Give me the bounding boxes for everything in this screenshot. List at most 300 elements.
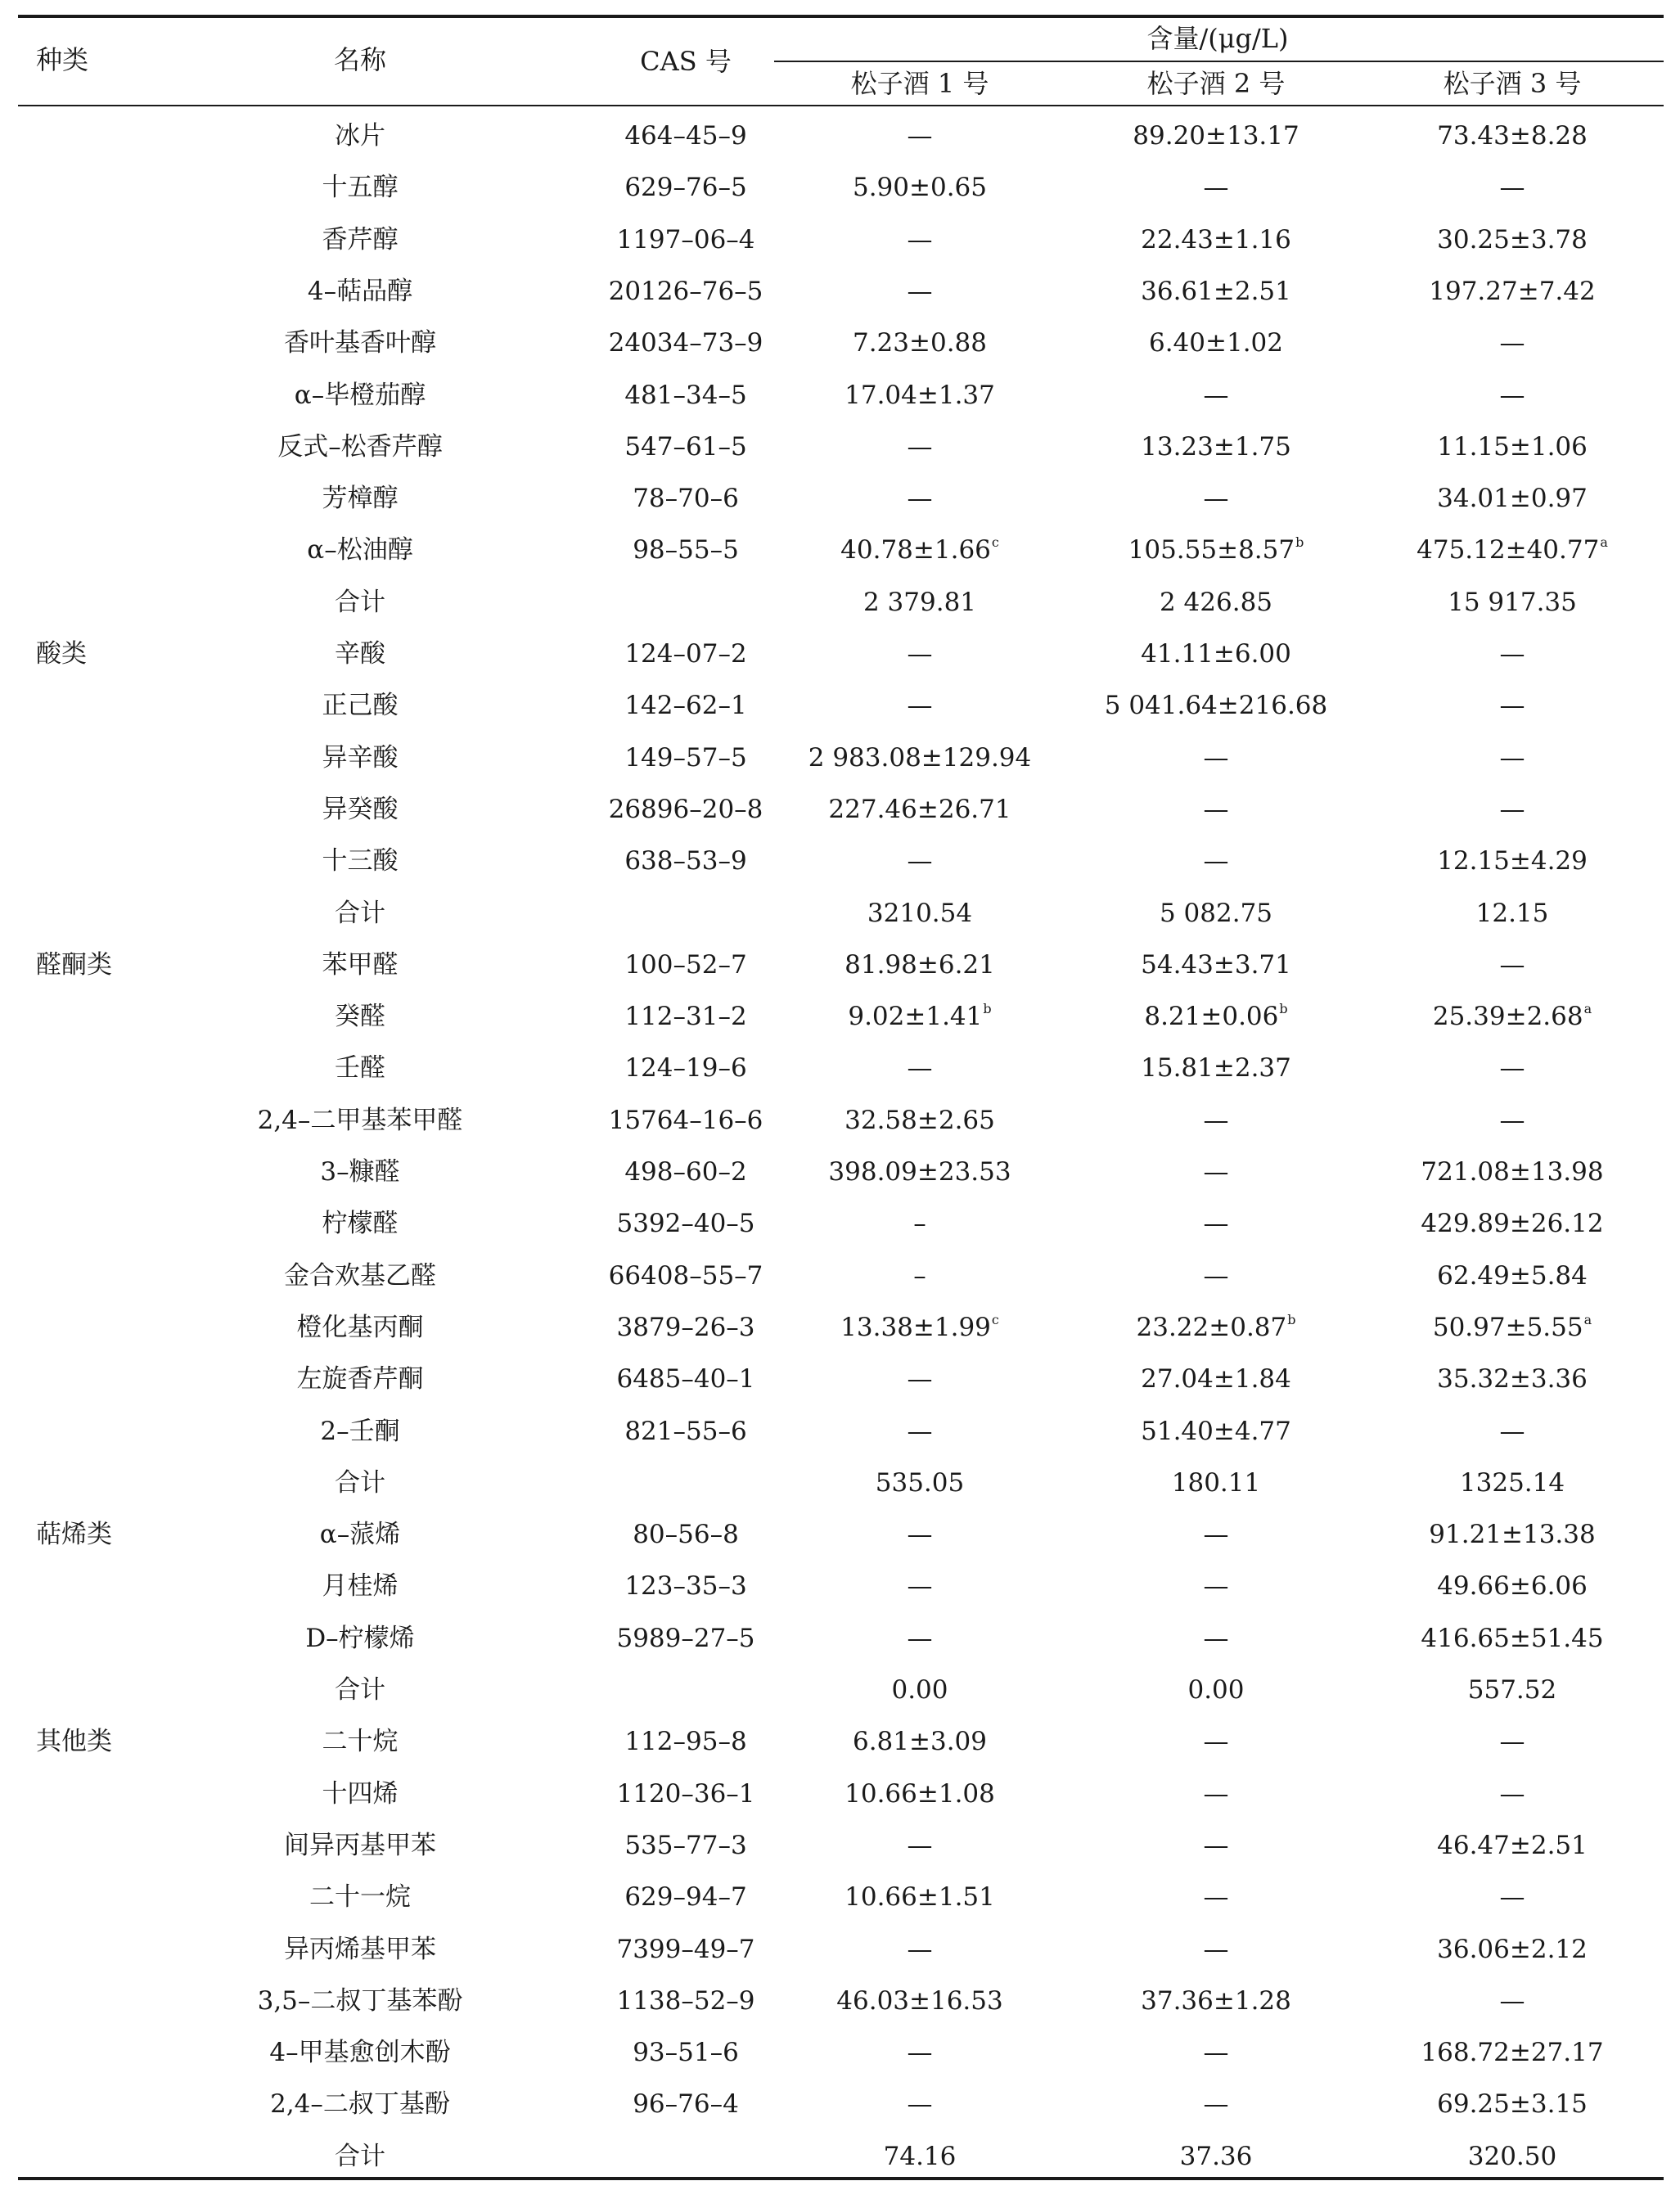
cell-name-text: α–松油醇 — [307, 535, 413, 565]
cell-name — [269, 2036, 450, 2069]
cell-cas — [633, 2088, 739, 2120]
cell-v3-text: 46.47±2.51 — [1437, 1831, 1588, 1860]
cell-name-text: 二十烷 — [322, 1727, 399, 1756]
header-sample-2: 松子酒 2 号 — [1146, 68, 1286, 99]
cell-cas — [624, 1052, 746, 1084]
cell-v1-text: — — [907, 1364, 933, 1394]
cell-v2 — [1141, 1052, 1291, 1084]
cell-name-text: 合计 — [335, 588, 385, 617]
cell-name — [297, 1363, 424, 1395]
cell-name — [295, 379, 426, 412]
cell-v3-text: 12.15 — [1475, 899, 1549, 928]
cell-name-text: 芳樟醇 — [322, 484, 399, 513]
cell-v3 — [1437, 845, 1588, 877]
cell-v1 — [908, 119, 933, 152]
cell-v3-text: 557.52 — [1467, 1675, 1557, 1705]
cell-name — [335, 1467, 385, 1499]
cell-v2 — [1204, 1207, 1229, 1240]
cell-name — [284, 1933, 436, 1966]
cell-v3 — [1429, 1518, 1595, 1551]
cell-v2-text: 41.11±6.00 — [1141, 639, 1291, 669]
cell-v3-text: 416.65±51.45 — [1421, 1624, 1604, 1653]
cell-v3 — [1460, 1467, 1565, 1499]
cell-v2 — [1133, 119, 1299, 152]
cell-cas — [609, 275, 763, 308]
cell-v3-text: — — [1499, 795, 1525, 824]
cell-v3-text: — — [1499, 1986, 1525, 2016]
cell-name — [277, 430, 443, 463]
cell-v2 — [1204, 1259, 1229, 1292]
cell-v3-text: 69.25±3.15 — [1437, 2089, 1588, 2119]
cell-v1 — [908, 275, 933, 308]
cell-name — [322, 741, 399, 774]
cell-v3-text: 12.15±4.29 — [1437, 846, 1588, 876]
cell-v1-text: — — [907, 846, 933, 876]
cell-name-text: 合计 — [335, 899, 385, 928]
cell-name-text: 合计 — [335, 2142, 385, 2171]
cell-cas-text: 638–53–9 — [624, 846, 747, 876]
cell-name-text: 2–壬酮 — [320, 1417, 400, 1446]
cell-v3-text: 320.50 — [1467, 2142, 1557, 2171]
cell-v3 — [1433, 1000, 1592, 1033]
cell-v3 — [1500, 379, 1525, 412]
cell-v3-text: 721.08±13.98 — [1421, 1157, 1604, 1187]
cell-v2 — [1105, 689, 1328, 722]
table-top-rule — [18, 15, 1664, 18]
cell-category — [36, 638, 87, 670]
cell-name-text: 辛酸 — [335, 639, 385, 669]
cell-v1-text: 13.38±1.99 — [840, 1313, 991, 1342]
header-sample-3: 松子酒 3 号 — [1443, 68, 1582, 99]
cell-v2-text: 0.00 — [1187, 1675, 1245, 1705]
cell-v2-text: — — [1203, 381, 1229, 410]
cell-v2-text: 5 041.64±216.68 — [1104, 691, 1328, 720]
cell-v3 — [1437, 430, 1588, 463]
cell-name — [284, 327, 436, 359]
cell-v2 — [1180, 2140, 1253, 2173]
cell-v3 — [1468, 1674, 1556, 1706]
cell-name-text: 间异丙基甲苯 — [284, 1831, 436, 1860]
cell-cas — [616, 1363, 754, 1395]
cell-v2 — [1204, 1622, 1229, 1655]
cell-v3 — [1437, 2088, 1588, 2120]
cell-category-text: 酸类 — [36, 639, 87, 669]
cell-v3-text: 35.32±3.36 — [1437, 1364, 1588, 1394]
cell-v1 — [845, 379, 995, 412]
cell-cas-text: 24034–73–9 — [608, 328, 763, 358]
cell-v1 — [908, 1363, 933, 1395]
cell-v1 — [908, 1415, 933, 1448]
cell-v2 — [1204, 741, 1229, 774]
cell-cas — [624, 171, 746, 204]
cell-v3 — [1421, 1156, 1603, 1188]
cell-v2 — [1204, 1725, 1229, 1758]
cell-v2-text: 23.22±0.87 — [1136, 1313, 1287, 1342]
cell-v2-text: — — [1203, 1882, 1229, 1912]
cell-cas — [616, 1778, 754, 1810]
cell-name-text: 合计 — [335, 1675, 385, 1705]
cell-v1-text: 2 983.08±129.94 — [808, 743, 1032, 773]
cell-v3 — [1421, 2036, 1603, 2069]
cell-name-text: 反式–松香芹醇 — [277, 432, 443, 462]
cell-v3-text: — — [1499, 1727, 1525, 1756]
cell-name-text: 月桂烯 — [322, 1571, 399, 1601]
cell-category — [36, 949, 112, 981]
cell-name — [320, 1518, 400, 1551]
significance-letter: a — [1583, 1312, 1592, 1327]
cell-v3-text: 197.27±7.42 — [1429, 277, 1596, 306]
cell-cas — [624, 1000, 746, 1033]
cell-v2-text: — — [1203, 1831, 1229, 1860]
cell-v3 — [1433, 1311, 1592, 1344]
cell-v1-text: — — [907, 691, 933, 720]
cell-v2-text: 105.55±8.57 — [1128, 535, 1295, 565]
cell-v1-text: — — [907, 1624, 933, 1653]
cell-v3-text: — — [1499, 328, 1525, 358]
cell-v2 — [1172, 1467, 1260, 1499]
cell-cas — [633, 482, 739, 515]
cell-v3 — [1500, 171, 1525, 204]
cell-name — [335, 586, 385, 619]
cell-cas-text: 5989–27–5 — [616, 1624, 755, 1653]
cell-v1 — [908, 2088, 933, 2120]
cell-cas-text: 6485–40–1 — [616, 1364, 755, 1394]
cell-v2 — [1141, 223, 1291, 256]
cell-cas — [609, 1259, 763, 1292]
cell-v3 — [1500, 1725, 1525, 1758]
cell-v2-text: 13.23±1.75 — [1141, 432, 1291, 462]
cell-v3 — [1437, 1363, 1588, 1395]
cell-v1-text: 32.58±2.65 — [845, 1106, 995, 1135]
cell-v2-text: 22.43±1.16 — [1141, 225, 1291, 255]
cell-cas-text: 98–55–5 — [633, 535, 739, 565]
cell-v1-text: — — [907, 1831, 933, 1860]
cell-cas — [616, 1207, 754, 1240]
cell-v1 — [845, 1104, 995, 1137]
cell-v1-text: 81.98±6.21 — [845, 950, 995, 980]
cell-v1 — [908, 1052, 933, 1084]
cell-name — [322, 1778, 399, 1810]
cell-name — [305, 1622, 414, 1655]
cell-v2 — [1128, 534, 1304, 566]
cell-cas-text: 100–52–7 — [624, 950, 747, 980]
cell-v3 — [1421, 1207, 1603, 1240]
cell-v1-text: — — [907, 432, 933, 462]
cell-cas — [624, 1725, 746, 1758]
cell-name-text: 二十一烷 — [309, 1882, 411, 1912]
cell-v3-text: 34.01±0.97 — [1437, 484, 1588, 513]
cell-v2 — [1204, 1933, 1229, 1966]
cell-v3-text: 429.89±26.12 — [1421, 1209, 1604, 1238]
cell-name — [335, 1674, 385, 1706]
cell-name — [284, 1829, 436, 1862]
cell-v1-text: 535.05 — [875, 1468, 965, 1498]
cell-v1 — [845, 1778, 995, 1810]
cell-name-text: 香叶基香叶醇 — [284, 328, 436, 358]
cell-name — [335, 1052, 385, 1084]
cell-cas — [624, 379, 746, 412]
cell-name-text: 正己酸 — [322, 691, 399, 720]
cell-cas — [624, 689, 746, 722]
significance-letter: b — [1287, 1312, 1296, 1327]
cell-cas — [609, 327, 763, 359]
cell-v3-text: — — [1499, 691, 1525, 720]
cell-v2 — [1160, 586, 1272, 619]
cell-v1 — [840, 534, 999, 566]
cell-v1-text: 5.90±0.65 — [852, 173, 988, 202]
cell-cas-text: 124–07–2 — [624, 639, 747, 669]
cell-v2-text: — — [1203, 484, 1229, 513]
cell-v2-text: — — [1203, 1520, 1229, 1549]
cell-v1 — [845, 949, 995, 981]
cell-v3-text: 36.06±2.12 — [1437, 1935, 1588, 1964]
cell-name — [322, 482, 399, 515]
cell-v3 — [1437, 482, 1588, 515]
cell-name — [307, 534, 412, 566]
cell-name — [309, 1881, 411, 1913]
cell-name — [335, 1000, 385, 1033]
cell-v2-text: 6.40±1.02 — [1148, 328, 1284, 358]
cell-v3-text: 49.66±6.06 — [1437, 1571, 1588, 1601]
cell-v2 — [1204, 1881, 1229, 1913]
cell-v1 — [908, 482, 933, 515]
cell-v1 — [908, 223, 933, 256]
cell-cas-text: 821–55–6 — [624, 1417, 747, 1446]
cell-v1 — [836, 1985, 1002, 2017]
cell-v2 — [1204, 845, 1229, 877]
cell-cas — [624, 1570, 746, 1602]
cell-v3 — [1500, 1778, 1525, 1810]
cell-cas-text: 629–94–7 — [624, 1882, 747, 1912]
cell-v2 — [1141, 1363, 1291, 1395]
cell-cas — [616, 1622, 754, 1655]
cell-name-text: 十四烯 — [322, 1779, 399, 1809]
cell-v1-text: 9.02±1.41 — [848, 1002, 983, 1031]
cell-cas-text: 80–56–8 — [633, 1520, 739, 1549]
cell-v3 — [1476, 897, 1549, 930]
cell-name — [335, 897, 385, 930]
cell-cas-text: 3879–26–3 — [616, 1313, 755, 1342]
cell-v1 — [908, 2036, 933, 2069]
cell-v3 — [1500, 1104, 1525, 1137]
cell-v2 — [1204, 2088, 1229, 2120]
cell-v1-text: — — [907, 484, 933, 513]
cell-cas — [633, 2036, 739, 2069]
cell-name-text: 4–甲基愈创木酚 — [269, 2038, 451, 2067]
cell-v1 — [908, 1829, 933, 1862]
cell-cas-text: 629–76–5 — [624, 173, 747, 202]
cell-category-text: 萜烯类 — [36, 1520, 112, 1549]
cell-cas-text: 1138–52–9 — [616, 1986, 755, 2016]
cell-name — [322, 1725, 399, 1758]
cell-v1 — [848, 1000, 991, 1033]
cell-name — [335, 2140, 385, 2173]
cell-name-text: D–柠檬烯 — [305, 1624, 415, 1653]
header-content: 含量/(μg/L) — [1146, 23, 1289, 54]
cell-cas-text: 20126–76–5 — [608, 277, 763, 306]
cell-name — [322, 793, 399, 826]
cell-v2-text: — — [1203, 1571, 1229, 1601]
cell-v1 — [913, 1259, 926, 1292]
cell-v3-text: 25.39±2.68 — [1432, 1002, 1583, 1031]
cell-name-text: α–蒎烯 — [319, 1520, 401, 1549]
cell-cas — [624, 638, 746, 670]
cell-v2-text: — — [1203, 2089, 1229, 2119]
cell-cas-text: 15764–16–6 — [608, 1106, 763, 1135]
cell-v1 — [845, 1881, 995, 1913]
significance-letter: a — [1600, 534, 1608, 550]
cell-name-text: 2,4–二叔丁基酚 — [270, 2089, 450, 2119]
cell-v3 — [1448, 586, 1577, 619]
cell-cas-text: 535–77–3 — [624, 1831, 747, 1860]
cell-v1-text: — — [907, 2089, 933, 2119]
cell-v2 — [1204, 2036, 1229, 2069]
cell-v2 — [1204, 793, 1229, 826]
cell-v3-text: 475.12±40.77 — [1417, 535, 1600, 565]
cell-v3-text: — — [1499, 950, 1525, 980]
cell-v2 — [1141, 1415, 1291, 1448]
cell-v1 — [908, 430, 933, 463]
cell-name — [322, 689, 399, 722]
cell-v1 — [863, 586, 976, 619]
cell-v1 — [840, 1311, 999, 1344]
cell-v1 — [891, 1674, 948, 1706]
cell-name-text: 左旋香芹酮 — [296, 1364, 424, 1394]
cell-name-text: α–毕橙茄醇 — [294, 381, 426, 410]
cell-v1-text: 227.46±26.71 — [828, 795, 1011, 824]
cell-name-text: 苯甲醛 — [322, 950, 399, 980]
cell-cas — [616, 1311, 754, 1344]
cell-v1 — [908, 1518, 933, 1551]
cell-v1-text: — — [907, 1417, 933, 1446]
cell-cas-text: 481–34–5 — [624, 381, 747, 410]
cell-cas — [633, 1518, 739, 1551]
cell-v2 — [1141, 949, 1291, 981]
cell-v1-text: — — [907, 2038, 933, 2067]
cell-v3 — [1437, 1933, 1588, 1966]
cell-v2-text: — — [1203, 1935, 1229, 1964]
cell-v2-text: 54.43±3.71 — [1141, 950, 1291, 980]
cell-v1-text: 10.66±1.51 — [845, 1882, 995, 1912]
cell-v1 — [876, 1467, 964, 1499]
cell-name-text: 异丙烯基甲苯 — [284, 1935, 436, 1964]
cell-v2 — [1137, 1311, 1296, 1344]
cell-v3 — [1500, 638, 1525, 670]
cell-v1-text: — — [907, 121, 933, 151]
cell-cas-text: 112–31–2 — [624, 1002, 747, 1031]
cell-v1-text: 398.09±23.53 — [828, 1157, 1011, 1187]
cell-v3-text: — — [1499, 1106, 1525, 1135]
cell-name-text: 4–萜品醇 — [307, 277, 413, 306]
cell-cas-text: 149–57–5 — [624, 743, 747, 773]
cell-v1 — [884, 2140, 957, 2173]
cell-name — [335, 119, 385, 152]
cell-v3 — [1500, 327, 1525, 359]
cell-cas-text: 124–19–6 — [624, 1053, 747, 1083]
cell-category — [36, 1725, 112, 1758]
cell-v1-text: — — [907, 1935, 933, 1964]
cell-v2-text: 2 426.85 — [1159, 588, 1273, 617]
cell-v3 — [1500, 1415, 1525, 1448]
cell-v1-text: 40.78±1.66 — [840, 535, 991, 565]
cell-v2 — [1204, 1104, 1229, 1137]
cell-name-text: 异辛酸 — [322, 743, 399, 773]
cell-name-text: 十五醇 — [322, 173, 399, 202]
cell-v3 — [1500, 793, 1525, 826]
cell-v2-text: — — [1203, 173, 1229, 202]
cell-v3 — [1500, 1052, 1525, 1084]
cell-v1 — [908, 1622, 933, 1655]
cell-v2-text: 27.04±1.84 — [1141, 1364, 1291, 1394]
cell-cas-text: 93–51–6 — [633, 2038, 739, 2067]
cell-v2-text: — — [1203, 1261, 1229, 1291]
cell-cas-text: 123–35–3 — [624, 1571, 747, 1601]
cell-v3-text: 1325.14 — [1459, 1468, 1565, 1498]
cell-v3-text: 168.72±27.17 — [1421, 2038, 1604, 2067]
cell-v2 — [1204, 1778, 1229, 1810]
cell-v2 — [1149, 327, 1283, 359]
cell-name-text: 橙化基丙酮 — [296, 1313, 424, 1342]
cell-name — [320, 1156, 399, 1188]
cell-v2-text: — — [1203, 1209, 1229, 1238]
cell-v3-text: — — [1499, 743, 1525, 773]
cell-name-text: 2,4–二甲基苯甲醛 — [257, 1106, 463, 1135]
cell-v2-text: 15.81±2.37 — [1141, 1053, 1291, 1083]
cell-v1-text: 6.81±3.09 — [852, 1727, 988, 1756]
cell-v3-text: 11.15±1.06 — [1437, 432, 1588, 462]
cell-v3 — [1500, 1985, 1525, 2017]
cell-name-text: 柠檬醛 — [322, 1209, 399, 1238]
cell-cas — [609, 793, 763, 826]
significance-letter: b — [1279, 1001, 1288, 1016]
cell-v3-text: 15 917.35 — [1448, 588, 1577, 617]
cell-cas — [624, 949, 746, 981]
cell-name — [284, 1259, 436, 1292]
cell-v1 — [908, 845, 933, 877]
cell-v3-text: 91.21±13.38 — [1429, 1520, 1596, 1549]
cell-v3 — [1500, 1881, 1525, 1913]
cell-v2-text: — — [1203, 2038, 1229, 2067]
cell-v1 — [867, 897, 972, 930]
cell-cas-text: 547–61–5 — [624, 432, 747, 462]
cell-v3 — [1500, 741, 1525, 774]
cell-v2 — [1204, 1570, 1229, 1602]
cell-v1-text: — — [907, 277, 933, 306]
cell-v3 — [1468, 2140, 1556, 2173]
cell-cas-text: 5392–40–5 — [616, 1209, 755, 1238]
cell-v2-text: — — [1203, 1106, 1229, 1135]
cell-v1 — [853, 1725, 987, 1758]
cell-v3-text: — — [1499, 1417, 1525, 1446]
cell-v2 — [1160, 897, 1272, 930]
cell-name-text: 3–糠醛 — [320, 1157, 400, 1187]
cell-cas — [624, 119, 746, 152]
header-span-rule — [774, 61, 1664, 62]
cell-cas — [624, 845, 746, 877]
header-sample-1: 松子酒 1 号 — [850, 68, 989, 99]
cell-v2-text: 180.11 — [1171, 1468, 1261, 1498]
cell-v3 — [1437, 119, 1588, 152]
cell-cas — [624, 741, 746, 774]
cell-v3-text: — — [1499, 381, 1525, 410]
header-cas: CAS 号 — [640, 46, 732, 77]
cell-v1-text: — — [907, 225, 933, 255]
cell-v3-text: — — [1499, 173, 1525, 202]
cell-name — [270, 2088, 450, 2120]
cell-cas-text: 498–60–2 — [624, 1157, 747, 1187]
header-bottom-rule — [18, 105, 1664, 106]
cell-v2 — [1141, 430, 1291, 463]
